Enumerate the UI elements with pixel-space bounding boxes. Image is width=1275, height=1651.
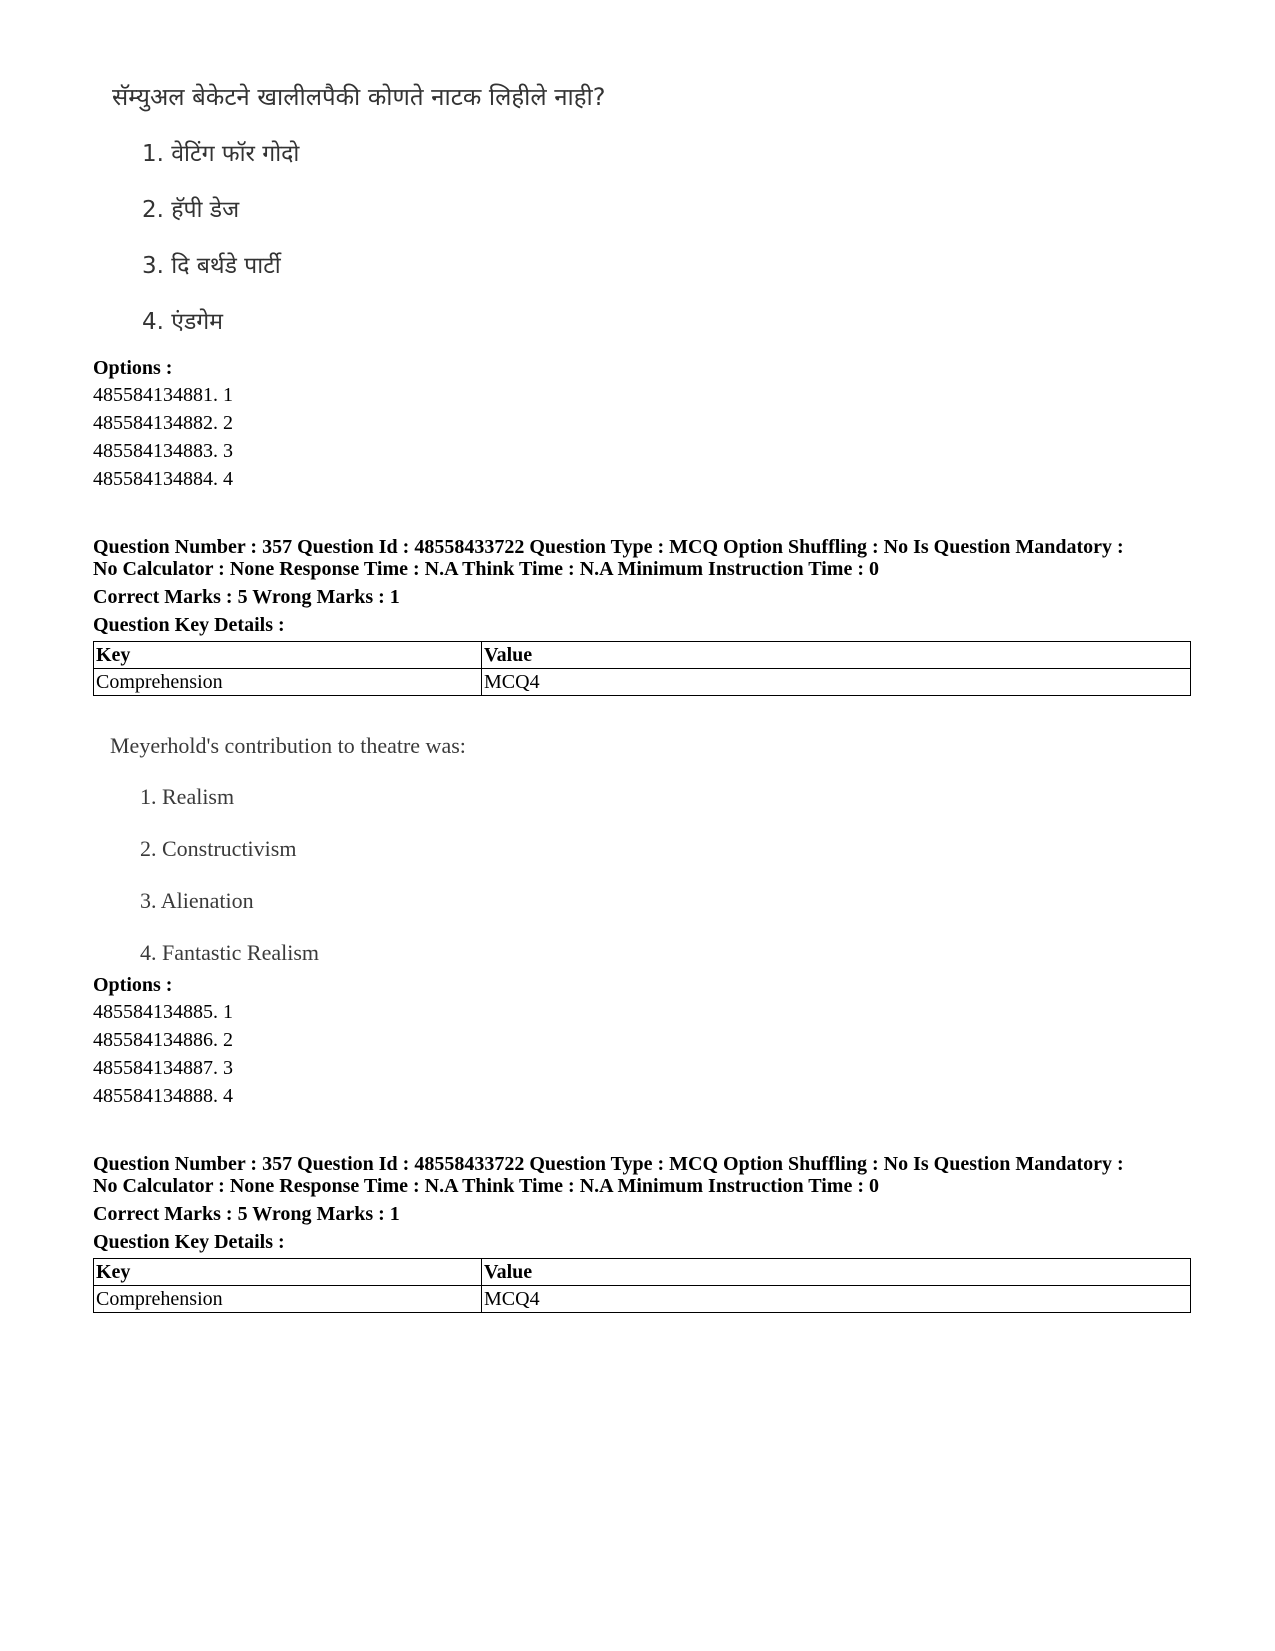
- key-details-heading: Question Key Details :: [93, 614, 285, 636]
- question-meta-line: Question Number : 357 Question Id : 48558433722 Question Type : MCQ Option Shuffling : No Is Question Mandatory :: [93, 1153, 1124, 1175]
- question-choice: 2. Constructivism: [140, 836, 297, 861]
- key-details-table: [93, 641, 1191, 696]
- key-details-heading: Question Key Details :: [93, 1231, 285, 1253]
- table-header-cell: Value: [482, 1259, 1191, 1286]
- question-stem: सॅम्युअल बेकेटने खालीलपैकी कोणते नाटक लिहीले नाही?: [112, 83, 606, 111]
- table-header-cell: Key: [94, 1259, 482, 1286]
- question-choice: 3. दि बर्थडे पार्टी: [142, 253, 281, 279]
- question-choice: 4. Fantastic Realism: [140, 940, 320, 965]
- option-item: 485584134885. 1: [93, 1001, 233, 1023]
- table-cell: MCQ4: [482, 669, 1191, 696]
- option-item: 485584134882. 2: [93, 412, 233, 434]
- options-heading: Options :: [93, 357, 173, 379]
- option-item: 485584134888. 4: [93, 1085, 233, 1107]
- table-header-cell: Value: [482, 642, 1191, 669]
- table-cell: MCQ4: [482, 1286, 1191, 1313]
- marks-line: Correct Marks : 5 Wrong Marks : 1: [93, 1203, 400, 1225]
- option-item: 485584134886. 2: [93, 1029, 233, 1051]
- option-item: 485584134881. 1: [93, 384, 233, 406]
- table-row: [94, 1286, 1191, 1313]
- question-choice: 1. वेटिंग फॉर गोदो: [142, 141, 300, 167]
- table-cell: Comprehension: [94, 669, 482, 696]
- question-stem: Meyerhold's contribution to theatre was:: [110, 733, 466, 758]
- question-choice: 3. Alienation: [140, 888, 254, 913]
- question-meta-line: Question Number : 357 Question Id : 48558433722 Question Type : MCQ Option Shuffling : No Is Question Mandatory :: [93, 536, 1124, 558]
- option-item: 485584134887. 3: [93, 1057, 233, 1079]
- question-choice: 2. हॅपी डेज: [142, 197, 240, 223]
- table-header-cell: Key: [94, 642, 482, 669]
- question-meta-line: No Calculator : None Response Time : N.A Think Time : N.A Minimum Instruction Time : 0: [93, 558, 879, 580]
- marks-line: Correct Marks : 5 Wrong Marks : 1: [93, 586, 400, 608]
- option-item: 485584134883. 3: [93, 440, 233, 462]
- table-header-row: [94, 1259, 1191, 1286]
- option-item: 485584134884. 4: [93, 468, 233, 490]
- key-details-table: [93, 1258, 1191, 1313]
- options-heading: Options :: [93, 974, 173, 996]
- table-cell: Comprehension: [94, 1286, 482, 1313]
- question-choice: 1. Realism: [140, 784, 235, 809]
- question-choice: 4. एंडगेम: [142, 309, 223, 335]
- table-row: [94, 669, 1191, 696]
- table-header-row: [94, 642, 1191, 669]
- question-meta-line: No Calculator : None Response Time : N.A Think Time : N.A Minimum Instruction Time : 0: [93, 1175, 879, 1197]
